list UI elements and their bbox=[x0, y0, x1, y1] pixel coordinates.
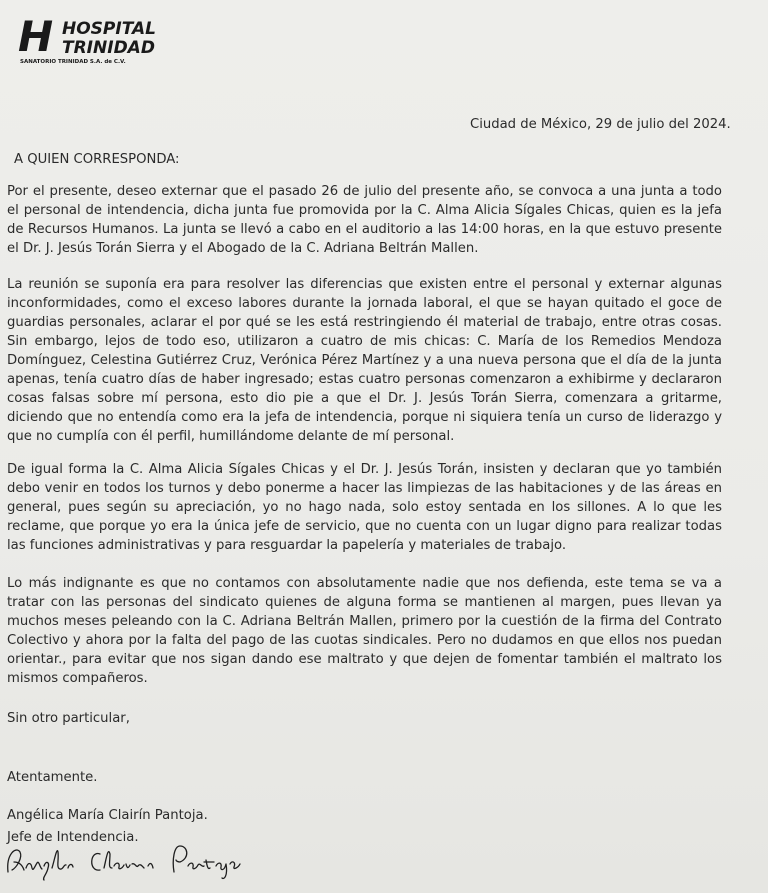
body-paragraph-1: Por el presente, deseo externar que el pasado 26 de julio del presente año, se convoca a una junta a todo el personal de intendencia, dicha junta fue promovida por la C. Alma Alicia Sígales Chicas, quien es la jefa de Recursos Humanos. La junta se llevó a cabo en el auditorio a las 14:00 horas, en la que estuvo presente el Dr. J. Jesús Torán Sierra y el Abogado de la C. Adriana Beltrán Mallen. bbox=[7, 184, 722, 256]
greeting: A QUIEN CORRESPONDA: bbox=[14, 152, 180, 167]
salutation: Atentamente. bbox=[7, 770, 98, 785]
letterhead-line2: TRINIDAD bbox=[62, 38, 155, 58]
hospital-logo-mark: H bbox=[18, 12, 52, 61]
letter-date: Ciudad de México, 29 de julio del 2024. bbox=[470, 117, 731, 132]
signer-name: Angélica María Clairín Pantoja. bbox=[7, 808, 208, 823]
closing-line: Sin otro particular, bbox=[7, 711, 130, 726]
signer-role: Jefe de Intendencia. bbox=[7, 830, 139, 845]
handwritten-signature bbox=[2, 832, 252, 882]
letterhead-line1: HOSPITAL bbox=[62, 19, 156, 39]
hospital-logo bbox=[18, 12, 158, 74]
body-paragraph-3: De igual forma la C. Alma Alicia Sígales Chicas y el Dr. J. Jesús Torán, insisten y declaran que yo también debo venir en todos los turnos y debo ponerme a hacer las limpiezas de las habitaciones y de las áreas en general, pues según su apreciación, yo no hago nada, solo estoy sentada en los sillones. A lo que les reclame, que porque yo era la única jefe de servicio, que no cuenta con un lugar digno para realizar todas las funciones administrativas y para resguardar la papelería y materiales de trabajo. bbox=[7, 462, 722, 553]
letterhead-subtitle: SANATORIO TRINIDAD S.A. de C.V. bbox=[20, 59, 126, 65]
body-paragraph-2: La reunión se suponía era para resolver las diferencias que existen entre el personal y externar algunas inconformidades, como el exceso labores durante la jornada laboral, el que se hayan quitado el goce de guardias personales, aclarar el por qué se les está restringiendo él material de trabajo, entre otras cosas. Sin embargo, lejos de todo eso, utilizaron a cuatro de mis chicas: C. María de los Remedios Mendoza Domínguez, Celestina Gutiérrez Cruz, Verónica Pérez Martínez y a una nueva persona que el día de la junta apenas, tenía cuatro días de haber ingresado; estas cuatro personas comenzaron a exhibirme y declararon cosas falsas sobre mí persona, esto dio pie a que el Dr. J. Jesús Torán Sierra, comenzara a gritarme, diciendo que no entendía como era la jefa de intendencia, porque ni siquiera tenía un curso de liderazgo y que no cumplía con él perfil, humillándome delante de mí personal. bbox=[7, 277, 722, 444]
body-paragraph-4: Lo más indignante es que no contamos con absolutamente nadie que nos defienda, este tema se va a tratar con las personas del sindicato quienes de alguna forma se mantienen al margen, pues llevan ya muchos meses peleando con la C. Adriana Beltrán Mallen, primero por la cuestión de la firma del Contrato Colectivo y ahora por la falta del pago de las cuotas sindicales. Pero no dudamos en que ellos nos puedan orientar., para evitar que nos sigan dando ese maltrato y que dejen de fomentar también el maltrato los mismos compañeros. bbox=[7, 576, 722, 686]
